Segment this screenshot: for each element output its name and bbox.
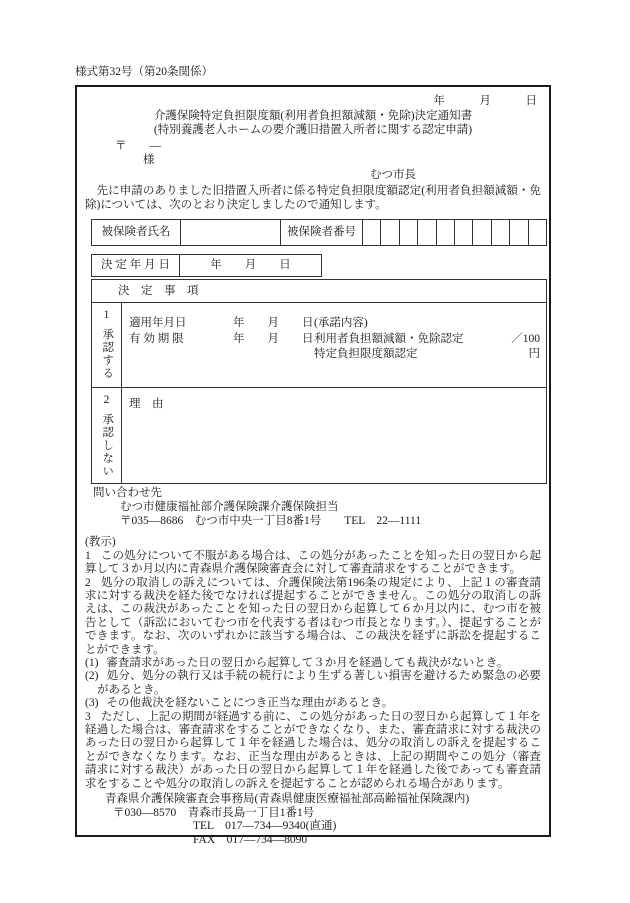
reject-row-number-cell	[92, 388, 122, 483]
review-office-name: 青森県介護保険審査会事務局(青森県健康医療福祉部高齢福祉保険課内)	[105, 793, 470, 806]
reduction-cert-label: 利用者負担額減額・免除認定	[314, 332, 464, 345]
review-office-tel: TEL 017―734―9340(直通)	[193, 820, 337, 833]
insured-number-box	[454, 220, 472, 245]
reject-row-body	[122, 388, 546, 483]
reject-label: 承認しない	[101, 412, 114, 478]
instruction-subitem-3	[85, 697, 541, 710]
instruction-subitem-2	[85, 670, 541, 697]
approval-content-note: (承諾内容)	[314, 317, 368, 329]
valid-period-line	[129, 332, 540, 348]
decision-items-header: 決 定 事 項	[92, 280, 546, 303]
instruction-item-1	[85, 550, 541, 577]
instruction-subitem-1-number: (1)	[85, 657, 99, 670]
insured-number-box	[528, 220, 546, 245]
approve-row-number: 1	[103, 309, 110, 321]
insured-number-box	[436, 220, 454, 245]
decision-date-value: 年 月 日	[210, 259, 291, 272]
instruction-subitem-3-text: その他裁決を経ないことにつき正当な理由があるとき。	[106, 697, 394, 710]
approve-label: 承認する	[101, 327, 114, 380]
application-date-value: 年 月 日	[233, 317, 314, 329]
insured-number-box	[417, 220, 435, 245]
insured-person-table	[91, 219, 547, 246]
instruction-subitem-2-text: 処分、処分の執行又は手続の続行により生ずる著しい損害を避けるため緊急の必要があるとき。	[97, 670, 541, 696]
instructions-heading: (教示)	[85, 536, 116, 549]
insured-number-box	[491, 220, 509, 245]
instruction-item-3	[85, 711, 541, 791]
review-office-postal: 〒030―8570 青森市長島一丁目1番1号	[113, 806, 315, 819]
insured-number-box	[509, 220, 527, 245]
insured-name-field	[180, 220, 280, 245]
approve-row-body	[122, 303, 546, 387]
review-office-fax: FAX 017―734―8090	[193, 833, 308, 846]
contact-department: むつ市健康福祉部介護保険課介護保険担当	[120, 500, 339, 513]
valid-period-value: 年 月 日	[233, 332, 314, 345]
instruction-subitem-3-number: (3)	[85, 697, 99, 710]
reject-row	[92, 388, 546, 483]
instruction-item-3-number: 3	[85, 710, 91, 723]
instruction-item-3-text: ただし、上記の期間が経過する前に、この処分があった日の翌日から起算して１年を経過した場合は、審査請求をすることができなくなり、また、審査請求に対する裁決のあった日の翌日から起算して１年を経過した場合は、処分の取消しの訴えを提起することができなくなります。なお、正当な理由があるときは、上記の期間やこの処分（審査請求に対する裁決）があった日の翌日から起算して１年を経過した後であっても審査請求をすることや処分の取消しの訴えを提起することが認められる場合があります。	[85, 710, 541, 790]
instruction-subitem-2-number: (2)	[85, 670, 99, 683]
instruction-item-1-number: 1	[85, 549, 91, 562]
reason-label: 理 由	[129, 398, 164, 410]
contact-heading: 問い合わせ先	[93, 487, 162, 499]
addressee-suffix: 様	[143, 154, 155, 166]
limit-cert-line	[129, 347, 540, 363]
addressee-postal-line: 〒 ―	[115, 139, 161, 152]
review-office-section	[77, 793, 549, 847]
insured-name-label: 被保険者氏名	[101, 226, 171, 239]
form-subtitle: (特別養護老人ホームの要介護旧措置入所者に関する認定申請)	[153, 124, 473, 136]
insured-number-box	[472, 220, 490, 245]
decision-date-table	[91, 254, 322, 277]
insured-number-label: 被保険者番号	[280, 220, 362, 245]
reduction-cert-value: ／100	[511, 332, 540, 345]
issue-date-line: 年 月 日	[433, 95, 537, 107]
insured-number-box	[362, 220, 380, 245]
limit-cert-indent	[129, 347, 314, 363]
instruction-item-2	[85, 577, 541, 657]
instruction-item-2-number: 2	[85, 576, 91, 589]
instruction-item-1-text: この処分について不服がある場合は、この処分があったことを知った日の翌日から起算して３か月以内に青森県介護保険審査会に対して審査請求をすることができます。	[85, 549, 541, 576]
limit-cert-value: 円	[528, 348, 540, 360]
instruction-subitem-1	[85, 657, 541, 670]
instructions-section	[85, 536, 541, 791]
contact-address: 〒035―8686 むつ市中央一丁目8番1号 TEL 22―1111	[120, 514, 422, 527]
approve-row-number-cell	[92, 303, 122, 387]
sender-name: むつ市長	[370, 168, 416, 181]
form-border-box	[75, 85, 551, 846]
limit-cert-label: 特定負担限度額認定	[314, 348, 418, 360]
instruction-subitem-1-text: 審査請求があった日の翌日から起算して３か月を経過しても裁決がないとき。	[106, 657, 509, 670]
application-date-line	[129, 316, 540, 332]
decision-items-table	[91, 279, 547, 484]
insured-number-box	[399, 220, 417, 245]
approve-row	[92, 303, 546, 388]
decision-date-label: 決 定 年 月 日	[92, 255, 180, 276]
form-title: 介護保険特定負担限度額(利用者負担額減額・免除)決定通知書	[153, 109, 473, 122]
instruction-item-2-text: 処分の取消しの訴えについては、介護保険法第196条の規定により、上記１の審査請求に対する裁決を経た後でなければ提起することができません。この処分の取消しの訴えは、この裁決があったことを知った日の翌日から起算して６か月以内に、むつ市を被告として（訴訟においてむつ市を代表する者はむつ市長となります。）、提起することができます。なお、次のいずれかに該当する場合は、この裁決を経ずに訴訟を提起することができます。	[85, 576, 541, 656]
intro-paragraph: 先に申請のありました旧措置入所者に係る特定負担限度額認定(利用者負担額減額・免除)については、次のとおり決定しましたので通知します。	[85, 185, 541, 211]
form-style-number: 様式第32号（第20条関係）	[75, 66, 213, 78]
reject-row-number: 2	[103, 394, 110, 406]
valid-period-label: 有 効 期 限	[129, 332, 184, 345]
application-date-label: 適用年月日	[129, 317, 187, 329]
contact-section	[77, 487, 549, 528]
insured-number-box	[380, 220, 398, 245]
